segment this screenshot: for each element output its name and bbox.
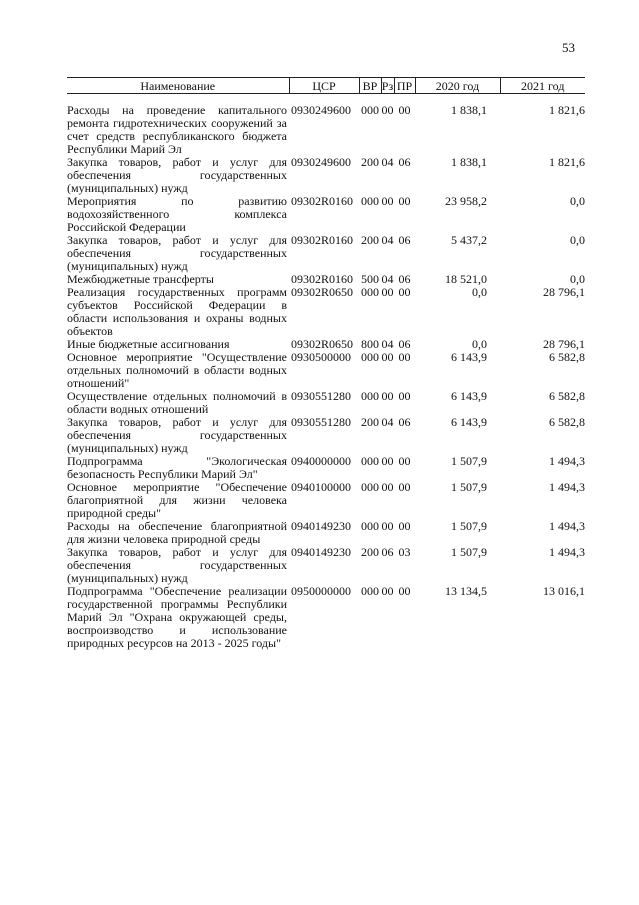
- row-vr: 200: [361, 545, 379, 559]
- row-vr: 000: [361, 285, 379, 299]
- table-row: [67, 481, 585, 520]
- row-amount-2021: 6 582,8: [549, 350, 585, 364]
- row-name: Осуществление отдельных полномочий в области водных отношений: [67, 389, 287, 416]
- row-name: Иные бюджетные ассигнования: [67, 337, 230, 351]
- row-amount-2020: 18 521,0: [445, 272, 487, 286]
- row-vr: 000: [361, 103, 379, 117]
- row-csr: 09302R0160: [291, 272, 354, 286]
- row-csr: 0940100000: [291, 480, 351, 494]
- row-amount-2020: 1 507,9: [451, 454, 487, 468]
- row-name: Подпрограмма "Экологическая безопасность Республики Марий Эл": [67, 454, 287, 481]
- header-row: [67, 78, 585, 94]
- table-row: [67, 416, 585, 455]
- table-row: [67, 546, 585, 585]
- row-pr: 00: [398, 454, 411, 468]
- row-rz: 04: [381, 337, 394, 351]
- row-name: Основное мероприятие "Обеспечение благоприятной для жизни человека природной среды": [67, 480, 287, 520]
- row-amount-2021: 1 821,6: [549, 103, 585, 117]
- row-csr: 0950000000: [291, 584, 351, 598]
- row-pr: 06: [398, 415, 411, 429]
- row-csr: 0930249600: [291, 103, 351, 117]
- row-vr: 000: [361, 350, 379, 364]
- row-pr: 06: [398, 155, 411, 169]
- row-vr: 000: [361, 584, 379, 598]
- row-pr: 00: [398, 389, 411, 403]
- column-header-2020: 2020 год: [415, 78, 500, 94]
- row-csr: 09302R0650: [291, 337, 354, 351]
- row-amount-2020: 0,0: [472, 337, 487, 351]
- row-name: Межбюджетные трансферты: [67, 272, 214, 286]
- row-rz: 00: [381, 480, 394, 494]
- row-pr: 06: [398, 233, 411, 247]
- row-amount-2021: 1 821,6: [549, 155, 585, 169]
- row-rz: 04: [381, 272, 394, 286]
- row-amount-2020: 0,0: [472, 285, 487, 299]
- row-rz: 00: [381, 350, 394, 364]
- row-vr: 500: [361, 272, 379, 286]
- row-rz: 00: [381, 103, 394, 117]
- table-row: [67, 585, 585, 650]
- row-rz: 00: [381, 285, 394, 299]
- row-vr: 200: [361, 233, 379, 247]
- row-amount-2021: 6 582,8: [549, 415, 585, 429]
- row-pr: 00: [398, 285, 411, 299]
- column-header-name: Наименование: [67, 78, 289, 94]
- row-rz: 00: [381, 584, 394, 598]
- table-header: [67, 78, 585, 94]
- table-row: [67, 520, 585, 546]
- row-csr: 09302R0160: [291, 194, 354, 208]
- row-amount-2021: 1 494,3: [549, 480, 585, 494]
- row-pr: 00: [398, 350, 411, 364]
- row-pr: 00: [398, 519, 411, 533]
- row-pr: 06: [398, 272, 411, 286]
- row-name: Закупка товаров, работ и услуг для обеспечения государственных (муниципальных) нужд: [67, 545, 287, 585]
- row-name: Подпрограмма "Обеспечение реализации государственной программы Республики Марий Эл "Охрана окружающей среды, воспроизводство и использование природных ресурсов на 2013 - 2025 годы": [67, 584, 287, 650]
- row-vr: 200: [361, 415, 379, 429]
- row-name: Основное мероприятие "Осуществление отдельных полномочий в области водных отношений": [67, 350, 287, 390]
- row-amount-2021: 1 494,3: [549, 454, 585, 468]
- row-amount-2020: 1 507,9: [451, 519, 487, 533]
- table-row: [67, 455, 585, 481]
- row-amount-2021: 28 796,1: [543, 285, 585, 299]
- row-csr: 09302R0160: [291, 233, 354, 247]
- row-rz: 00: [381, 389, 394, 403]
- table-row: [67, 156, 585, 195]
- row-rz: 06: [381, 545, 394, 559]
- row-vr: 200: [361, 155, 379, 169]
- row-rz: 04: [381, 233, 394, 247]
- table-row: [67, 390, 585, 416]
- column-header-vr: ВР: [359, 78, 381, 94]
- row-rz: 00: [381, 519, 394, 533]
- column-header-csr: ЦСР: [289, 78, 359, 94]
- table-row: [67, 195, 585, 234]
- row-amount-2021: 1 494,3: [549, 519, 585, 533]
- row-amount-2020: 1 838,1: [451, 155, 487, 169]
- row-rz: 04: [381, 415, 394, 429]
- row-amount-2020: 1 838,1: [451, 103, 487, 117]
- row-rz: 04: [381, 155, 394, 169]
- row-name: Расходы на обеспечение благоприятной для жизни человека природной среды: [67, 519, 287, 546]
- row-pr: 06: [398, 337, 411, 351]
- budget-table: [67, 77, 585, 650]
- row-amount-2021: 0,0: [570, 233, 585, 247]
- row-vr: 000: [361, 519, 379, 533]
- row-amount-2020: 1 507,9: [451, 480, 487, 494]
- row-csr: 09302R0650: [291, 285, 354, 299]
- row-name: Расходы на проведение капитального ремонта гидротехнических сооружений за счет средств республиканского бюджета Республики Марий Эл: [67, 103, 287, 156]
- row-vr: 000: [361, 194, 379, 208]
- table-row: [67, 351, 585, 390]
- page-number: 53: [562, 40, 575, 55]
- table-row: [67, 94, 585, 157]
- column-header-rz: Рз: [381, 78, 394, 93]
- row-name: Закупка товаров, работ и услуг для обеспечения государственных (муниципальных) нужд: [67, 155, 287, 195]
- row-name: Закупка товаров, работ и услуг для обеспечения государственных (муниципальных) нужд: [67, 415, 287, 455]
- row-name: Закупка товаров, работ и услуг для обеспечения государственных (муниципальных) нужд: [67, 233, 287, 273]
- row-csr: 0930500000: [291, 350, 351, 364]
- row-pr: 00: [398, 194, 411, 208]
- row-pr: 00: [398, 480, 411, 494]
- row-amount-2020: 13 134,5: [445, 584, 487, 598]
- table-row: [67, 286, 585, 338]
- row-rz: 00: [381, 454, 394, 468]
- row-csr: 0930551280: [291, 415, 351, 429]
- row-amount-2021: 28 796,1: [543, 337, 585, 351]
- row-rz: 00: [381, 194, 394, 208]
- row-pr: 00: [398, 584, 411, 598]
- row-csr: 0930249600: [291, 155, 351, 169]
- row-amount-2020: 5 437,2: [451, 233, 487, 247]
- row-name: Мероприятия по развитию водохозяйственного комплекса Российской Федерации: [67, 194, 287, 234]
- row-amount-2020: 6 143,9: [451, 389, 487, 403]
- table-row: [67, 234, 585, 273]
- row-pr: 03: [398, 545, 411, 559]
- row-vr: 000: [361, 389, 379, 403]
- row-amount-2020: 23 958,2: [445, 194, 487, 208]
- row-vr: 000: [361, 480, 379, 494]
- row-amount-2021: 6 582,8: [549, 389, 585, 403]
- row-amount-2021: 1 494,3: [549, 545, 585, 559]
- column-header-2021: 2021 год: [500, 78, 585, 94]
- row-csr: 0940149230: [291, 545, 351, 559]
- row-amount-2020: 1 507,9: [451, 545, 487, 559]
- row-amount-2021: 13 016,1: [543, 584, 585, 598]
- row-amount-2020: 6 143,9: [451, 350, 487, 364]
- row-csr: 0940000000: [291, 454, 351, 468]
- row-vr: 000: [361, 454, 379, 468]
- row-csr: 0940149230: [291, 519, 351, 533]
- row-csr: 0930551280: [291, 389, 351, 403]
- row-vr: 800: [361, 337, 379, 351]
- row-pr: 00: [398, 103, 411, 117]
- row-amount-2020: 6 143,9: [451, 415, 487, 429]
- column-header-pr: ПР: [394, 78, 415, 94]
- row-amount-2021: 0,0: [570, 194, 585, 208]
- table-body: [67, 94, 585, 651]
- row-name: Реализация государственных программ субъектов Российской Федерации в области использования и охраны водных объектов: [67, 285, 287, 338]
- row-amount-2021: 0,0: [570, 272, 585, 286]
